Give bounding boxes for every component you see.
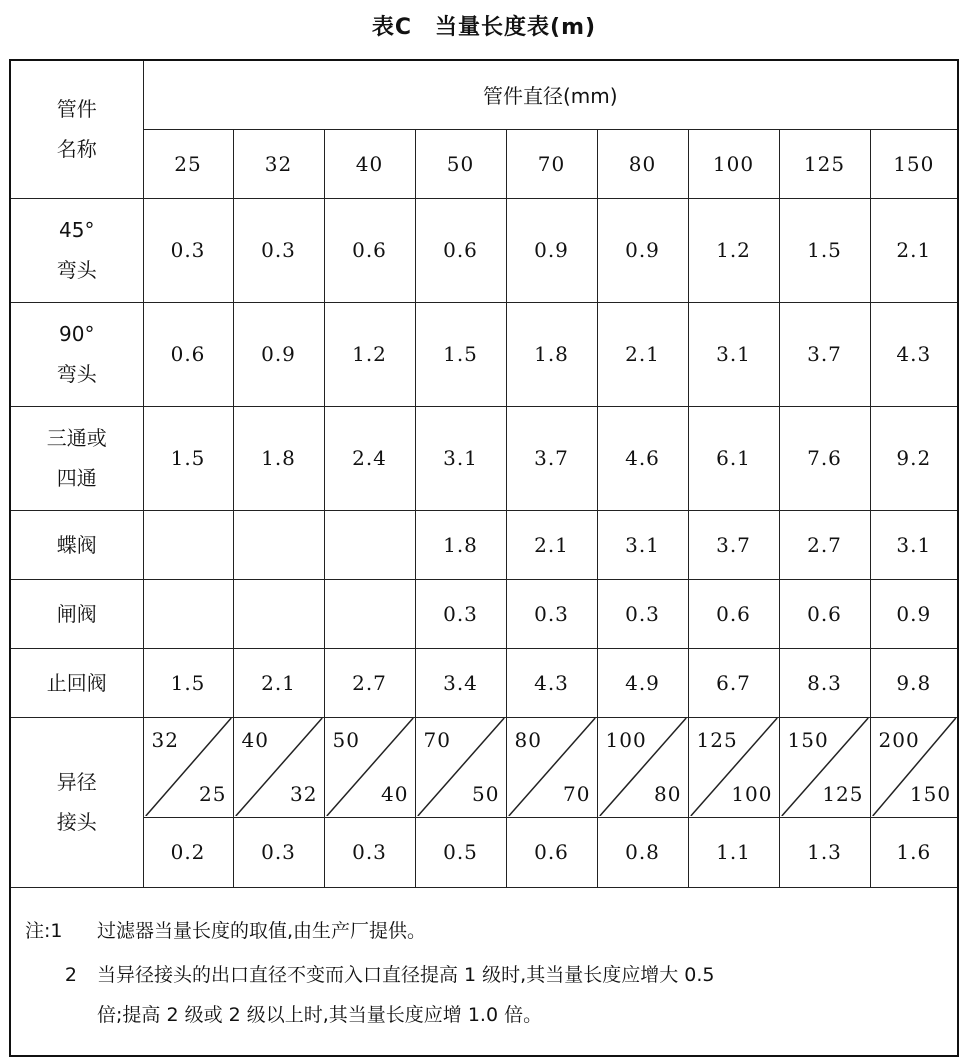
reducer-pair-cell <box>688 717 779 817</box>
note-1-text: 过滤器当量长度的取值,由生产厂提供。 <box>97 920 427 942</box>
value-cell: 3.1 <box>597 510 688 579</box>
fitting-name-line1: 三通或 <box>46 426 107 450</box>
reducer-outlet-diameter: 100 <box>731 782 773 806</box>
value-cell: 2.1 <box>233 648 324 717</box>
reducer-inlet-diameter: 32 <box>151 728 179 752</box>
diameter-cell: 80 <box>597 129 688 198</box>
equivalent-length-sheet <box>9 59 959 1057</box>
value-cell: 0.3 <box>143 198 233 302</box>
value-cell: 0.9 <box>597 198 688 302</box>
reducer-inlet-diameter: 150 <box>787 728 829 752</box>
reducer-outlet-diameter: 150 <box>909 782 952 806</box>
fitting-name-cell <box>11 510 143 579</box>
value-cell: 3.1 <box>688 302 779 406</box>
value-cell: 2.7 <box>324 648 415 717</box>
reducer-name-line2: 接头 <box>56 810 97 834</box>
value-cell <box>324 510 415 579</box>
reducer-pair <box>507 718 597 816</box>
fitting-name-header <box>11 61 143 198</box>
value-cell: 2.4 <box>324 406 415 510</box>
value-cell: 0.3 <box>415 579 506 648</box>
reducer-pair <box>780 718 870 816</box>
diameter-cell: 70 <box>506 129 597 198</box>
note-2 <box>25 960 714 987</box>
value-cell: 0.6 <box>779 579 870 648</box>
note-2-continued <box>25 1000 542 1027</box>
fitting-name-line2: 弯头 <box>56 362 97 386</box>
note-2-number: 2 <box>64 964 77 986</box>
reducer-pair-cell <box>506 717 597 817</box>
note-2-text-line1: 当异径接头的出口直径不变而入口直径提高 1 级时,其当量长度应增大 0.5 <box>97 964 715 986</box>
notes-section <box>11 887 957 1055</box>
reducer-outlet-diameter: 70 <box>563 782 591 806</box>
table-row <box>11 510 957 579</box>
value-cell: 1.8 <box>506 302 597 406</box>
reducer-pair <box>325 718 415 816</box>
reducer-pair-cell <box>779 717 870 817</box>
table-row <box>11 406 957 510</box>
reducer-inlet-diameter: 50 <box>332 728 360 752</box>
fitting-name-cell <box>11 648 143 717</box>
value-cell <box>143 579 233 648</box>
reducer-value-cell: 1.6 <box>870 817 957 887</box>
reducer-inlet-diameter: 125 <box>696 728 738 752</box>
reducer-outlet-diameter: 32 <box>290 782 318 806</box>
value-cell: 3.1 <box>415 406 506 510</box>
reducer-pair <box>144 718 233 816</box>
value-cell: 3.7 <box>506 406 597 510</box>
diameter-row <box>11 129 957 198</box>
reducer-value-cell: 0.8 <box>597 817 688 887</box>
fitting-name-line1: 90° <box>59 322 95 346</box>
fitting-name-line1: 蝶阀 <box>56 532 97 557</box>
value-cell: 0.3 <box>233 198 324 302</box>
value-cell: 8.3 <box>779 648 870 717</box>
reducer-value-cell: 0.3 <box>233 817 324 887</box>
value-cell: 3.7 <box>779 302 870 406</box>
reducer-inlet-diameter: 40 <box>241 728 269 752</box>
diameter-header: 管件直径(mm) <box>143 61 957 129</box>
fitting-name-line2: 弯头 <box>56 258 97 282</box>
value-cell: 1.5 <box>779 198 870 302</box>
value-cell: 1.8 <box>415 510 506 579</box>
value-cell: 0.6 <box>324 198 415 302</box>
reducer-outlet-diameter: 125 <box>822 782 864 806</box>
value-cell: 0.6 <box>688 579 779 648</box>
reducer-pair-cell <box>324 717 415 817</box>
note-prefix: 注:1 <box>25 920 63 942</box>
diameter-cell: 40 <box>324 129 415 198</box>
value-cell: 1.2 <box>688 198 779 302</box>
value-cell: 2.1 <box>597 302 688 406</box>
reducer-pair-cell <box>870 717 957 817</box>
reducer-outlet-diameter: 25 <box>199 782 227 806</box>
reducer-pair-cell <box>415 717 506 817</box>
fitting-name-header-line2: 名称 <box>56 137 97 162</box>
value-cell <box>143 510 233 579</box>
reducer-pair <box>598 718 688 816</box>
reducer-value-cell: 0.6 <box>506 817 597 887</box>
value-cell: 0.3 <box>506 579 597 648</box>
value-cell: 1.5 <box>143 648 233 717</box>
diameter-cell: 150 <box>870 129 957 198</box>
fitting-name-header-line1: 管件 <box>56 97 97 122</box>
reducer-value-row <box>11 817 957 887</box>
note-1 <box>25 916 426 943</box>
reducer-pair <box>416 718 506 816</box>
equivalent-length-table <box>11 61 957 888</box>
diameter-cell: 25 <box>143 129 233 198</box>
value-cell: 4.3 <box>506 648 597 717</box>
reducer-inlet-diameter: 200 <box>878 728 920 752</box>
value-cell: 6.1 <box>688 406 779 510</box>
reducer-name-cell <box>11 717 143 887</box>
value-cell: 2.1 <box>870 198 957 302</box>
reducer-value-cell: 0.5 <box>415 817 506 887</box>
value-cell: 0.9 <box>233 302 324 406</box>
value-cell <box>233 579 324 648</box>
value-cell: 1.8 <box>233 406 324 510</box>
value-cell: 3.4 <box>415 648 506 717</box>
table-row <box>11 198 957 302</box>
diameter-cell: 32 <box>233 129 324 198</box>
value-cell: 0.9 <box>870 579 957 648</box>
value-cell: 3.7 <box>688 510 779 579</box>
note-2-text-line2: 倍;提高 2 级或 2 级以上时,其当量长度应增 1.0 倍。 <box>97 1004 543 1026</box>
fitting-name-cell <box>11 579 143 648</box>
value-cell: 9.8 <box>870 648 957 717</box>
diameter-cell: 100 <box>688 129 779 198</box>
fitting-name-line1: 闸阀 <box>56 601 97 626</box>
reducer-outlet-diameter: 50 <box>472 782 500 806</box>
reducer-inlet-diameter: 100 <box>605 728 647 752</box>
value-cell: 2.1 <box>506 510 597 579</box>
fitting-name-cell <box>11 406 143 510</box>
reducer-pair-cell <box>597 717 688 817</box>
reducer-pair-cell <box>233 717 324 817</box>
value-cell: 6.7 <box>688 648 779 717</box>
value-cell: 1.2 <box>324 302 415 406</box>
reducer-value-cell: 0.3 <box>324 817 415 887</box>
reducer-pair-cell <box>143 717 233 817</box>
value-cell: 0.6 <box>415 198 506 302</box>
value-cell: 0.3 <box>597 579 688 648</box>
value-cell: 3.1 <box>870 510 957 579</box>
value-cell: 0.9 <box>506 198 597 302</box>
reducer-pair <box>689 718 779 816</box>
diameter-cell: 125 <box>779 129 870 198</box>
value-cell: 4.6 <box>597 406 688 510</box>
reducer-inlet-diameter: 70 <box>423 728 451 752</box>
reducer-value-cell: 1.3 <box>779 817 870 887</box>
fitting-name-cell <box>11 302 143 406</box>
value-cell <box>324 579 415 648</box>
value-cell: 0.6 <box>143 302 233 406</box>
fitting-name-line1: 45° <box>59 218 95 242</box>
fitting-name-line1: 止回阀 <box>46 670 107 695</box>
value-cell: 4.9 <box>597 648 688 717</box>
reducer-value-cell: 0.2 <box>143 817 233 887</box>
table-row <box>11 579 957 648</box>
value-cell: 2.7 <box>779 510 870 579</box>
reducer-outlet-diameter: 80 <box>654 782 682 806</box>
page-title: 表C 当量长度表(m) <box>371 15 597 40</box>
reducer-pair <box>234 718 324 816</box>
reducer-value-cell: 1.1 <box>688 817 779 887</box>
table-row <box>11 302 957 406</box>
reducer-inlet-diameter: 80 <box>514 728 542 752</box>
value-cell: 1.5 <box>415 302 506 406</box>
value-cell: 1.5 <box>143 406 233 510</box>
value-cell <box>233 510 324 579</box>
reducer-name-line1: 异径 <box>56 770 97 794</box>
table-row <box>11 648 957 717</box>
fitting-name-cell <box>11 198 143 302</box>
reducer-outlet-diameter: 40 <box>381 782 409 806</box>
reducer-pair <box>871 718 958 816</box>
fitting-name-line2: 四通 <box>56 466 97 490</box>
diameter-cell: 50 <box>415 129 506 198</box>
value-cell: 9.2 <box>870 406 957 510</box>
value-cell: 7.6 <box>779 406 870 510</box>
value-cell: 4.3 <box>870 302 957 406</box>
reducer-pair-row <box>11 717 957 817</box>
